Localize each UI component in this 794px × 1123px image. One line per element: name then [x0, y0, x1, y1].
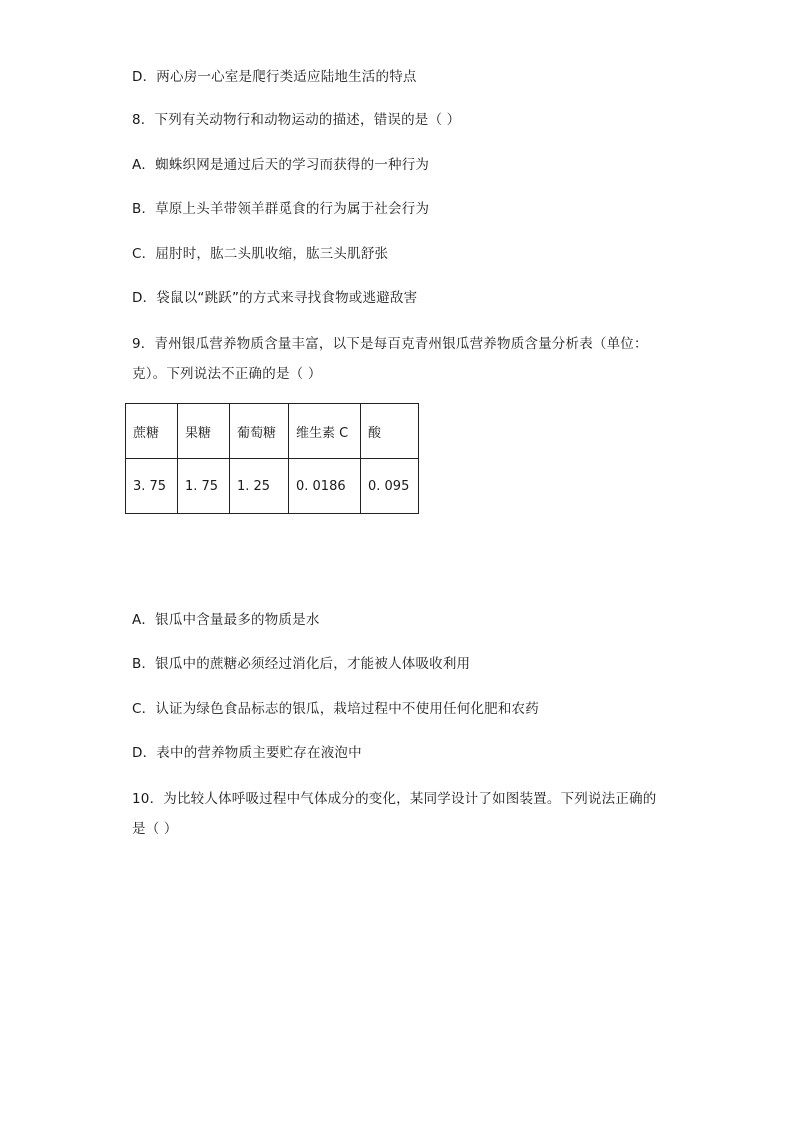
table-header-cell: 酸 [361, 404, 419, 459]
line-q9-stem-1: 9．青州银瓜营养物质含量丰富，以下是每百克青州银瓜营养物质含量分析表（单位： [132, 336, 648, 352]
line-q9-option-d: D．表中的营养物质主要贮存在液泡中 [132, 745, 362, 761]
table-header-cell: 果糖 [178, 404, 230, 459]
line-q8-option-d: D．袋鼠以“跳跃”的方式来寻找食物或逃避敌害 [132, 290, 418, 306]
line-q8-option-b: B．草原上头羊带领羊群觅食的行为属于社会行为 [132, 201, 430, 217]
line-q9-stem-2: 克）。下列说法不正确的是（ ） [132, 366, 322, 382]
table-value-row [126, 459, 419, 514]
nutrient-table [125, 403, 419, 514]
line-q10-stem-1: 10．为比较人体呼吸过程中气体成分的变化，某同学设计了如图装置。下列说法正确的 [132, 791, 657, 807]
line-q9-option-a: A．银瓜中含量最多的物质是水 [132, 612, 320, 628]
line-q9-option-b: B．银瓜中的蔗糖必须经过消化后，才能被人体吸收利用 [132, 656, 471, 672]
table-value-cell: 0. 0186 [289, 459, 361, 514]
table-value-cell: 3. 75 [126, 459, 178, 514]
table-header-row [126, 404, 419, 459]
table-header-cell: 蔗糖 [126, 404, 178, 459]
table-header-cell: 葡萄糖 [230, 404, 289, 459]
line-q8-option-c: C．屈肘时，肱二头肌收缩，肱三头肌舒张 [132, 246, 389, 262]
line-q10-stem-2: 是（ ） [132, 821, 178, 837]
line-q8-stem: 8．下列有关动物行和动物运动的描述，错误的是（ ） [132, 112, 461, 128]
table-value-cell: 1. 75 [178, 459, 230, 514]
table-header-cell: 维生素 C [289, 404, 361, 459]
table-value-cell: 1. 25 [230, 459, 289, 514]
line-q8-option-a: A．蜘蛛织网是通过后天的学习而获得的一种行为 [132, 157, 430, 173]
line-q9-option-c: C．认证为绿色食品标志的银瓜，栽培过程中不使用任何化肥和农药 [132, 701, 539, 717]
line-q7-option-d: D．两心房一心室是爬行类适应陆地生活的特点 [132, 69, 417, 85]
table-value-cell: 0. 095 [361, 459, 419, 514]
